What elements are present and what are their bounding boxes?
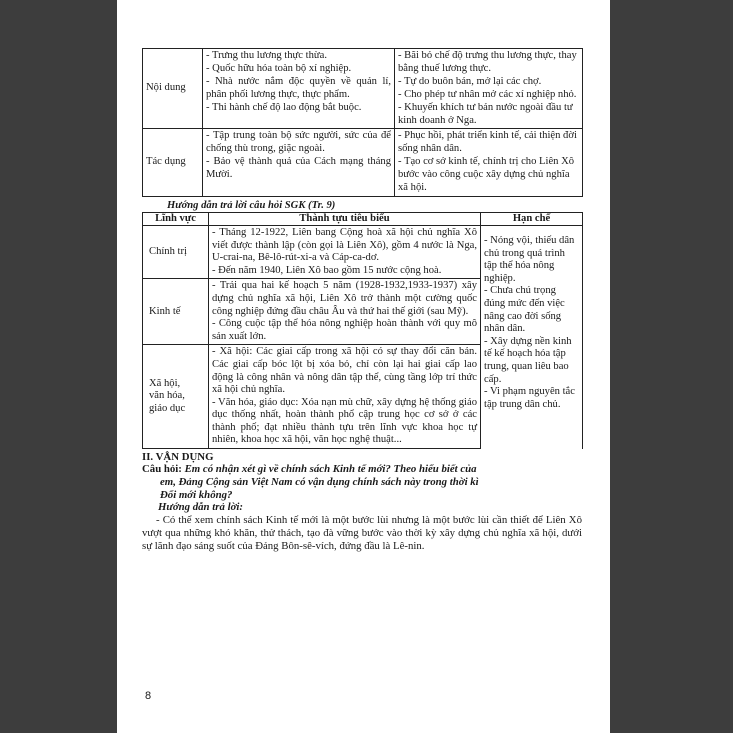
economy-achievements-cell: - Trải qua hai kế hoạch 5 năm (1928-1932,1933-1937) xây dựng chủ nghĩa xã hội, Liên Xô trở thành một cường quốc công nghiệp đứng đầu châu Âu và thứ hai thế giới (sau Mỹ). - Công cuộc tập thể hóa nông nghiệp hoàn thành với quy mô sản xuất lớn. (209, 279, 481, 345)
new-economic-policy-content-cell: - Bãi bỏ chế độ trưng thu lương thực, thay bằng thuế lương thực. - Tự do buôn bán, mở lại các chợ. - Cho phép tư nhân mở các xí nghiệp nhỏ. - Khuyến khích tư bản nước ngoài đầu tư kinh doanh ở Nga. (395, 49, 583, 129)
policy-comparison-table (142, 48, 583, 197)
row-label: Nội dung (143, 49, 203, 129)
limitations-cell: - Nóng vội, thiếu dân chủ trong quá trình tập thể hóa nông nghiệp. - Chưa chú trọng đúng mức đến việc nâng cao đời sống nhân dân. - Xây dựng nền kinh tế kế hoạch hóa tập trung, quan liêu bao cấp. - Vi phạm nguyên tắc tập trung dân chủ. (481, 225, 583, 448)
left-dark-border (0, 0, 117, 733)
table-header-row (143, 212, 583, 225)
column-header: Hạn chế (481, 212, 583, 225)
table-row (143, 49, 583, 129)
row-label: Chính trị (143, 225, 209, 278)
question-text-line: Đổi mới không? (160, 488, 233, 501)
table-row (143, 225, 583, 278)
politics-achievements-cell: - Tháng 12-1922, Liên bang Cộng hoà xã hội chủ nghĩa Xô viết được thành lập (còn gọi là Liên Xô), gồm 4 nước là Nga, U-crai-na, Bê-lô-rút-xi-a và Cáp-ca-dơ. - Đến năm 1940, Liên Xô bao gồm 15 nước cộng hoà. (209, 225, 481, 278)
society-culture-achievements-cell: - Xã hội: Các giai cấp trong xã hội có sự thay đổi căn bản. Các giai cấp bóc lột bị xóa bỏ, chỉ còn lại hai giai cấp lao động là công nhân và nông dân tập thể, cùng tầng lớp trí thức xã hội chủ nghĩa. - Văn hóa, giáo dục: Xóa nạn mù chữ, xây dựng hệ thống giáo dục thống nhất, hoàn thành phổ cập trung học cơ sở ở các thành phố; đạt nhiều thành tựu trên lĩnh vực khoa học tự nhiên, khoa học xã hội, văn học nghệ thuật... (209, 345, 481, 449)
row-label: Xã hội, văn hóa, giáo dục (143, 345, 209, 449)
war-communism-effect-cell: - Tập trung toàn bộ sức người, sức của để chống thù trong, giặc ngoài. - Bảo vệ thành quả của Cách mạng tháng Mười. (203, 129, 395, 197)
answer-text: - Có thể xem chính sách Kinh tế mới là một bước lùi nhưng là một bước lùi cần thiết để Liên Xô vượt qua những khó khăn, thử thách, tạo đà vững bước vào thời kỳ xây dựng chủ nghĩa xã hội, dưới sự lãnh đạo sáng suốt của Đảng Bôn-sê-vích, đứng đầu là Lê-nin. (142, 514, 582, 552)
answer-heading: Hướng dẫn trả lời: (158, 501, 243, 514)
question-label: Câu hỏi: (142, 463, 185, 476)
question-text-line: Em có nhận xét gì về chính sách Kinh tế mới? Theo hiểu biết của (184, 463, 477, 476)
row-label: Tác dụng (143, 129, 203, 197)
achievements-table (142, 212, 583, 449)
document-page (117, 0, 610, 733)
sgk-answer-heading: Hướng dẫn trả lời câu hỏi SGK (Tr. 9) (167, 199, 336, 211)
question-block (142, 463, 582, 501)
war-communism-content-cell: - Trưng thu lương thực thừa. - Quốc hữu hóa toàn bộ xí nghiệp. - Nhà nước nắm độc quyền về quản lí, phân phối lương thực, thực phẩm. - Thi hành chế độ lao động bắt buộc. (203, 49, 395, 129)
section-title: II. VẬN DỤNG (142, 451, 214, 464)
column-header: Thành tựu tiêu biểu (209, 212, 481, 225)
new-economic-policy-effect-cell: - Phục hồi, phát triển kinh tế, cải thiện đời sống nhân dân. - Tạo cơ sở kinh tế, chính trị cho Liên Xô bước vào công cuộc xây dựng chủ nghĩa xã hội. (395, 129, 583, 197)
right-dark-border (610, 0, 733, 733)
page-number: 8 (145, 690, 152, 702)
table-row (143, 129, 583, 197)
question-text-line: em, Đảng Cộng sản Việt Nam có vận dụng chính sách này trong thời kì (160, 475, 479, 488)
page-content (142, 48, 582, 553)
column-header: Lĩnh vực (143, 212, 209, 225)
row-label: Kinh tế (143, 279, 209, 345)
